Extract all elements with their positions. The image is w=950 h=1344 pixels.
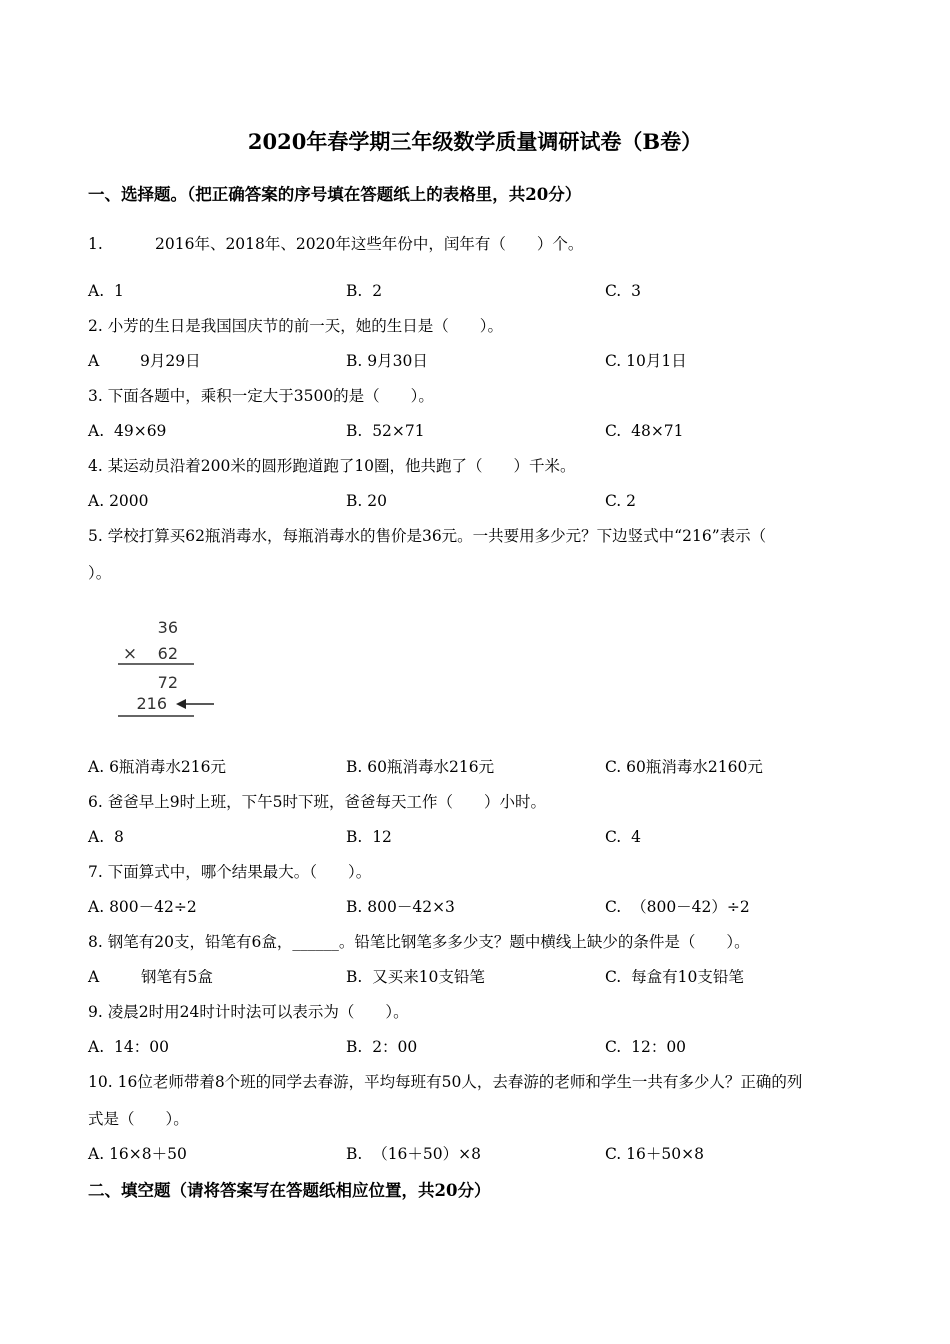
option-c: C. 10月1日 — [605, 352, 687, 370]
arrow-head-icon — [176, 699, 186, 709]
option-b: B. 800－42×3 — [346, 898, 455, 916]
option-a: A. 8 — [88, 828, 124, 846]
option-b: B. 52×71 — [346, 422, 425, 440]
option-a: A. 14：00 — [88, 1038, 169, 1056]
calc-partial-1: 72 — [157, 673, 178, 692]
option-b: B. 60瓶消毒水216元 — [346, 758, 495, 776]
calc-times-sign: × — [122, 644, 138, 664]
option-b: B. （16＋50）×8 — [346, 1145, 481, 1163]
page-title: 2020年春学期三年级数学质量调研试卷（B卷） — [247, 129, 703, 154]
question-8: 8. 钢笔有20支，铅笔有6盒，______。铅笔比钢笔多多少支？题中横线上缺少的条件是（ ）。 — [88, 933, 750, 951]
section-heading-choice: 一、选择题。（把正确答案的序号填在答题纸上的表格里，共20分） — [88, 185, 582, 204]
option-c: C. 16＋50×8 — [605, 1145, 704, 1163]
option-c: C. 60瓶消毒水2160元 — [605, 758, 763, 776]
section-heading-fill: 二、填空题（请将答案写在答题纸相应位置，共20分） — [88, 1181, 491, 1200]
option-c: C. 12：00 — [605, 1038, 687, 1056]
option-c: C. （800－42）÷2 — [605, 898, 750, 916]
question-5-cont: ）。 — [88, 564, 112, 582]
option-b: B. 12 — [346, 828, 392, 846]
option-c: C. 2 — [605, 492, 637, 510]
answer-blank: ______ — [292, 933, 339, 951]
question-5: 5. 学校打算买62瓶消毒水，每瓶消毒水的售价是36元。一共要用多少元？下边竖式中“216”表示（ — [88, 527, 767, 545]
calc-partial-2: 216 — [136, 694, 167, 713]
question-2: 2. 小芳的生日是我国国庆节的前一天，她的生日是（ ）。 — [88, 317, 503, 335]
vertical-multiplication-figure — [110, 612, 230, 722]
option-b: B. 又买来10支铅笔 — [346, 968, 485, 986]
question-number: 1. — [88, 235, 103, 253]
calc-multiplicand: 36 — [157, 618, 178, 637]
question-7: 7. 下面算式中，哪个结果最大。（ ）。 — [88, 863, 372, 881]
question-10: 10. 16位老师带着8个班的同学去春游，平均每班有50人，去春游的老师和学生一共有多少人？正确的列 — [88, 1073, 803, 1091]
option-b: B. 2 — [346, 282, 383, 300]
question-4: 4. 某运动员沿着200米的圆形跑道跑了10圈，他共跑了（ ）千米。 — [88, 457, 576, 475]
question-6: 6. 爸爸早上9时上班，下午5时下班，爸爸每天工作（ ）小时。 — [88, 793, 546, 811]
option-a: A 钢笔有5盒 — [88, 968, 213, 986]
option-c: C. 每盒有10支铅笔 — [605, 968, 744, 986]
question-text: 2016年、2018年、2020年这些年份中，闰年有（ ）个。 — [155, 235, 584, 253]
option-b: B. 2：00 — [346, 1038, 418, 1056]
question-3: 3. 下面各题中，乘积一定大于3500的是（ ）。 — [88, 387, 434, 405]
option-a: A. 1 — [88, 282, 124, 300]
option-a: A. 800－42÷2 — [88, 898, 197, 916]
question-10-cont: 式是（ ）。 — [88, 1110, 189, 1128]
option-b: B. 9月30日 — [346, 352, 428, 370]
option-a: A. 2000 — [88, 492, 149, 510]
option-a: A. 6瓶消毒水216元 — [88, 758, 227, 776]
option-c: C. 4 — [605, 828, 641, 846]
option-c: C. 48×71 — [605, 422, 684, 440]
option-a: A. 16×8＋50 — [88, 1145, 187, 1163]
calc-multiplier: 62 — [157, 644, 178, 663]
option-b: B. 20 — [346, 492, 387, 510]
question-9: 9. 凌晨2时用24时计时法可以表示为（ ）。 — [88, 1003, 409, 1021]
option-a: A. 49×69 — [88, 422, 167, 440]
option-c: C. 3 — [605, 282, 641, 300]
option-a: A 9月29日 — [88, 352, 201, 370]
